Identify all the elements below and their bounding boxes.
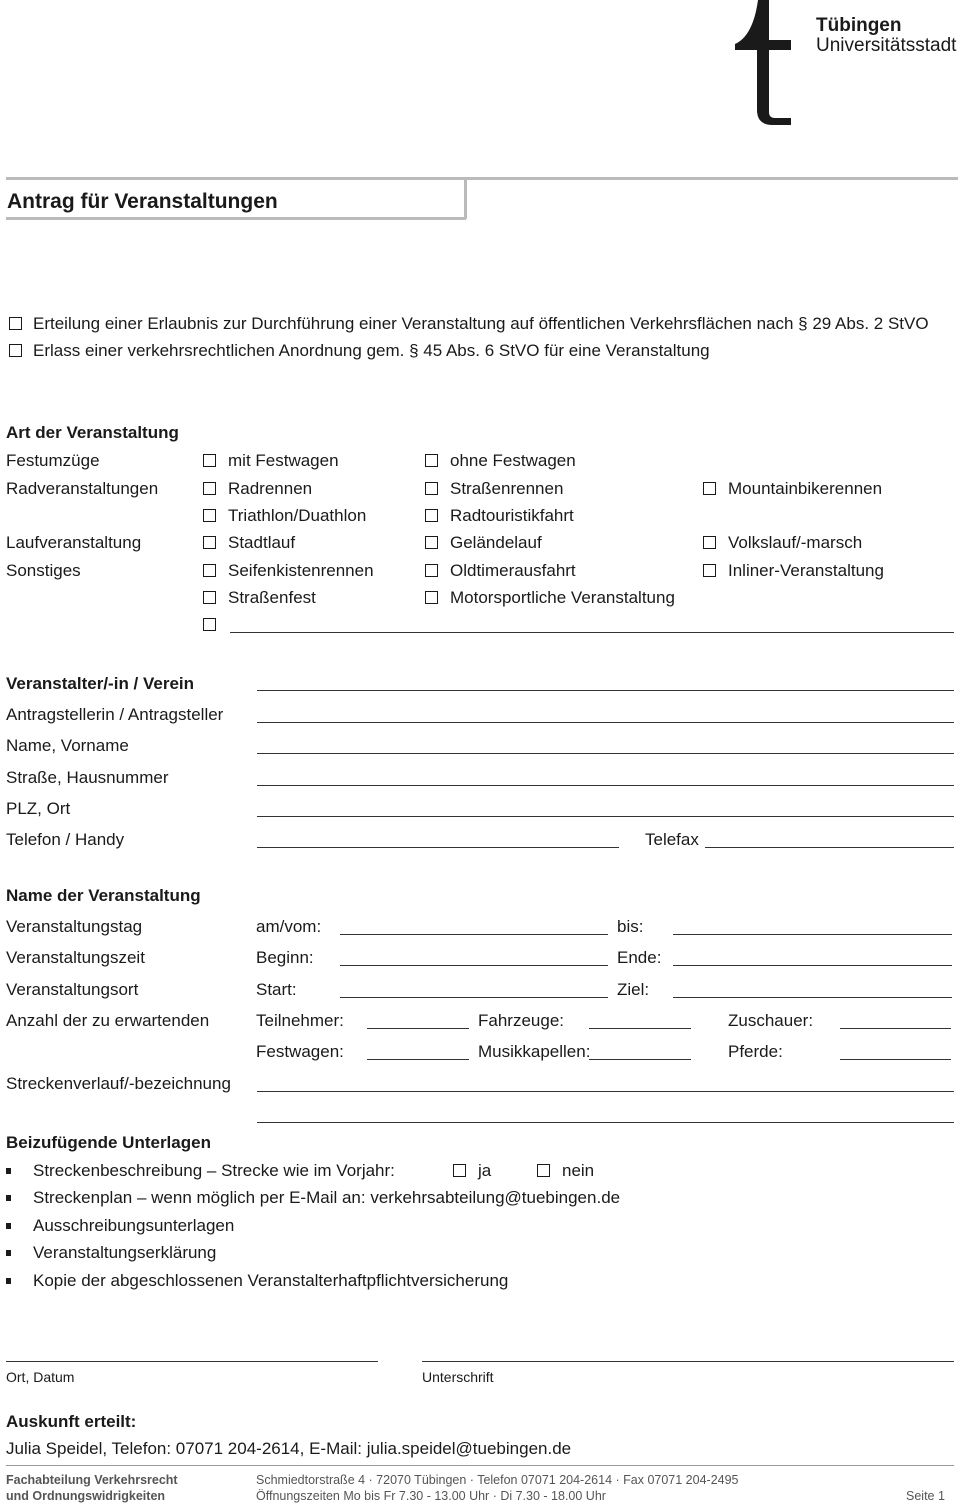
checkbox-ja[interactable] <box>453 1164 466 1177</box>
input-line-streckenverlauf-2[interactable] <box>257 1122 954 1123</box>
footer-divider <box>6 1465 954 1466</box>
input-line-am-vom[interactable] <box>340 934 608 935</box>
attachment-item-5: Kopie der abgeschlossenen Veranstalterhaftpflichtversicherung <box>33 1271 509 1290</box>
input-line-bis[interactable] <box>673 934 952 935</box>
info-contact: Julia Speidel, Telefon: 07071 204-2614, E-Mail: julia.speidel@tuebingen.de <box>6 1439 572 1458</box>
label-name: Name, Vorname <box>6 736 129 755</box>
label-seifenkisten: Seifenkistenrennen <box>228 561 374 580</box>
title-right-border <box>464 177 467 219</box>
info-heading: Auskunft erteilt: <box>6 1412 137 1431</box>
label-ende: Ende: <box>617 948 662 967</box>
label-volkslauf: Volkslauf/-marsch <box>728 533 863 552</box>
attachment-item-3: Ausschreibungsunterlagen <box>33 1216 235 1235</box>
label-triathlon: Triathlon/Duathlon <box>228 506 367 525</box>
label-veranstaltungsort: Veranstaltungsort <box>6 980 139 999</box>
label-streckenverlauf: Streckenverlauf/-bezeichnung <box>6 1074 231 1093</box>
bullet-icon <box>6 1278 11 1284</box>
title-bottom-border <box>6 217 466 220</box>
input-line-fahrzeuge[interactable] <box>589 1028 691 1029</box>
footer-page-number: Seite 1 <box>906 1489 945 1503</box>
label-fahrzeuge: Fahrzeuge: <box>478 1011 564 1030</box>
purpose-option-1: Erteilung einer Erlaubnis zur Durchführung einer Veranstaltung auf öffentlichen Verkehrsflächen nach § 29 Abs. 2 StVO <box>33 314 929 333</box>
input-line-teilnehmer[interactable] <box>367 1028 469 1029</box>
input-line-festwagen[interactable] <box>367 1059 469 1060</box>
purpose-option-2: Erlass einer verkehrsrechtlichen Anordnung gem. § 45 Abs. 6 StVO für eine Veranstaltung <box>33 341 710 360</box>
form-title: Antrag für Veranstaltungen <box>7 190 278 213</box>
label-zuschauer: Zuschauer: <box>728 1011 814 1030</box>
label-am-vom: am/vom: <box>256 917 322 936</box>
input-line-pferde[interactable] <box>840 1059 951 1060</box>
label-antragsteller: Antragstellerin / Antragsteller <box>6 705 224 724</box>
title-top-border <box>6 177 958 180</box>
label-telefax: Telefax <box>645 830 699 849</box>
label-inliner: Inliner-Veranstaltung <box>728 561 884 580</box>
input-line-start[interactable] <box>340 997 608 998</box>
label-plz: PLZ, Ort <box>6 799 71 818</box>
label-ziel: Ziel: <box>617 980 650 999</box>
label-strasse: Straße, Hausnummer <box>6 768 169 787</box>
checkbox-other[interactable] <box>203 618 216 631</box>
label-mountainbikerennen: Mountainbikerennen <box>728 479 883 498</box>
footer-address: Schmiedtorstraße 4 · 72070 Tübingen · Telefon 07071 204-2614 · Fax 07071 204-2495 <box>256 1473 739 1487</box>
label-beginn: Beginn: <box>256 948 314 967</box>
input-line-antragsteller[interactable] <box>257 722 954 723</box>
checkbox-inliner[interactable] <box>703 564 716 577</box>
attachment-item-4: Veranstaltungserklärung <box>33 1243 217 1262</box>
input-line-ort-datum[interactable] <box>6 1361 378 1362</box>
label-veranstalter: Veranstalter/-in / Verein <box>6 674 195 693</box>
cat-laufveranstaltung: Laufveranstaltung <box>6 533 142 552</box>
footer-dept-line2: und Ordnungswidrigkeiten <box>6 1489 166 1503</box>
bullet-icon <box>6 1195 11 1201</box>
input-line-musikkapellen[interactable] <box>589 1059 691 1060</box>
label-motorsport: Motorsportliche Veranstaltung <box>450 588 675 607</box>
attachment-item-1: Streckenbeschreibung – Strecke wie im Vorjahr: <box>33 1161 395 1180</box>
input-line-beginn[interactable] <box>340 965 608 966</box>
input-line-ziel[interactable] <box>673 997 952 998</box>
logo-t-icon <box>733 0 793 126</box>
checkbox-strassenrennen[interactable] <box>425 482 438 495</box>
checkbox-oldtimer[interactable] <box>425 564 438 577</box>
checkbox-volkslauf[interactable] <box>703 536 716 549</box>
cat-radveranstaltungen: Radveranstaltungen <box>6 479 159 498</box>
label-bis: bis: <box>617 917 644 936</box>
logo-city-subtitle: Universitätsstadt <box>816 35 957 56</box>
checkbox-mountainbikerennen[interactable] <box>703 482 716 495</box>
checkbox-stadtlauf[interactable] <box>203 536 216 549</box>
input-line-strasse[interactable] <box>257 785 954 786</box>
footer-hours: Öffnungszeiten Mo bis Fr 7.30 - 13.00 Uhr · Di 7.30 - 18.00 Uhr <box>256 1489 606 1503</box>
label-festwagen: Festwagen: <box>256 1042 344 1061</box>
label-pferde: Pferde: <box>728 1042 783 1061</box>
checkbox-radrennen[interactable] <box>203 482 216 495</box>
checkbox-strassenfest[interactable] <box>203 591 216 604</box>
label-telefon: Telefon / Handy <box>6 830 125 849</box>
checkbox-mit-festwagen[interactable] <box>203 454 216 467</box>
footer-dept-line1: Fachabteilung Verkehrsrecht <box>6 1473 178 1487</box>
label-gelaendelauf: Geländelauf <box>450 533 542 552</box>
input-line-streckenverlauf-1[interactable] <box>257 1091 954 1092</box>
checkbox-radtouristikfahrt[interactable] <box>425 509 438 522</box>
input-line-telefax[interactable] <box>705 847 954 848</box>
label-anzahl: Anzahl der zu erwartenden <box>6 1011 210 1030</box>
label-veranstaltungstag: Veranstaltungstag <box>6 917 143 936</box>
label-ja: ja <box>478 1161 492 1180</box>
logo-city-name: Tübingen <box>816 15 902 36</box>
label-radtouristikfahrt: Radtouristikfahrt <box>450 506 574 525</box>
label-strassenfest: Straßenfest <box>228 588 316 607</box>
label-ohne-festwagen: ohne Festwagen <box>450 451 576 470</box>
label-ort-datum: Ort, Datum <box>6 1369 75 1385</box>
input-line-veranstalter[interactable] <box>257 690 954 691</box>
label-teilnehmer: Teilnehmer: <box>256 1011 344 1030</box>
checkbox-motorsport[interactable] <box>425 591 438 604</box>
bullet-icon <box>6 1168 11 1174</box>
purpose-checkbox-2[interactable] <box>9 344 22 357</box>
event-type-heading: Art der Veranstaltung <box>6 423 179 442</box>
attachment-item-2: Streckenplan – wenn möglich per E-Mail an: verkehrsabteilung@tuebingen.de <box>33 1188 621 1207</box>
checkbox-seifenkisten[interactable] <box>203 564 216 577</box>
label-strassenrennen: Straßenrennen <box>450 479 564 498</box>
label-start: Start: <box>256 980 297 999</box>
cat-festumzuege: Festumzüge <box>6 451 100 470</box>
label-nein: nein <box>562 1161 595 1180</box>
input-line-plz[interactable] <box>257 816 954 817</box>
checkbox-ohne-festwagen[interactable] <box>425 454 438 467</box>
bullet-icon <box>6 1250 11 1256</box>
label-veranstaltungszeit: Veranstaltungszeit <box>6 948 145 967</box>
checkbox-triathlon[interactable] <box>203 509 216 522</box>
label-stadtlauf: Stadtlauf <box>228 533 296 552</box>
input-line-ende[interactable] <box>673 965 952 966</box>
label-mit-festwagen: mit Festwagen <box>228 451 339 470</box>
label-oldtimer: Oldtimerausfahrt <box>450 561 576 580</box>
cat-sonstiges: Sonstiges <box>6 561 81 580</box>
bullet-icon <box>6 1223 11 1229</box>
input-line-unterschrift[interactable] <box>422 1361 954 1362</box>
checkbox-gelaendelauf[interactable] <box>425 536 438 549</box>
label-radrennen: Radrennen <box>228 479 313 498</box>
input-line-telefon[interactable] <box>257 847 619 848</box>
input-line-name[interactable] <box>257 753 954 754</box>
label-musikkapellen: Musikkapellen: <box>478 1042 591 1061</box>
attachments-heading: Beizufügende Unterlagen <box>6 1133 211 1152</box>
input-line-zuschauer[interactable] <box>840 1028 951 1029</box>
label-event-name: Name der Veranstaltung <box>6 886 201 905</box>
other-type-input-line[interactable] <box>230 632 954 633</box>
label-unterschrift: Unterschrift <box>422 1369 494 1385</box>
checkbox-nein[interactable] <box>537 1164 550 1177</box>
purpose-checkbox-1[interactable] <box>9 317 22 330</box>
